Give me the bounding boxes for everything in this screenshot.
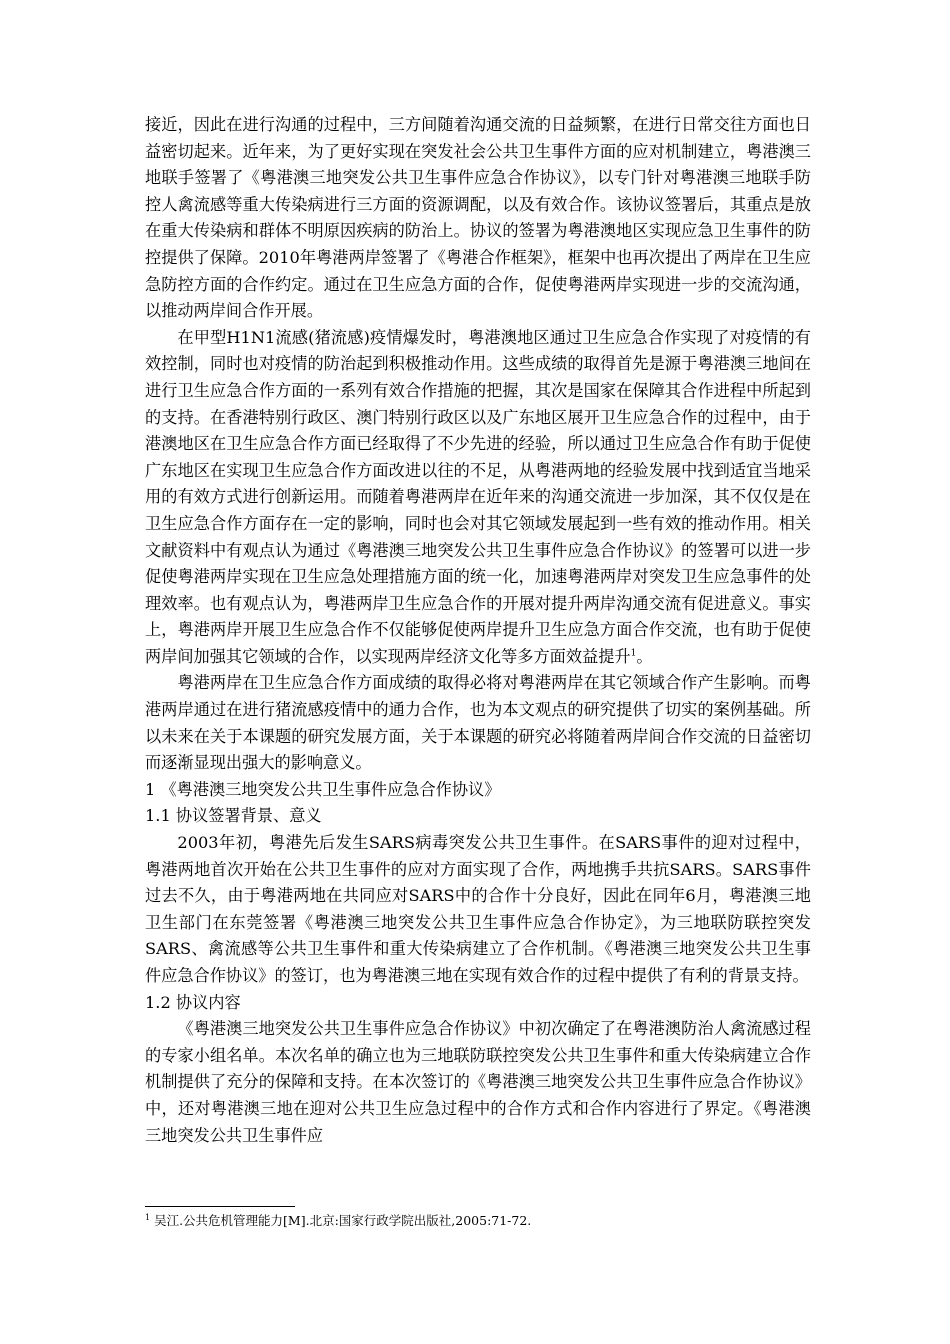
footnote-separator [145, 1206, 295, 1207]
section-heading-1: 1 《粤港澳三地突发公共卫生事件应急合作协议》 [145, 779, 501, 799]
paragraph-3: 粤港两岸在卫生应急合作方面成绩的取得必将对粤港两岸在其它领域合作产生影响。而粤港两岸通过在进行猪流感疫情中的通力合作，也为本文观点的研究提供了切实的案例基础。所以未来在关于本课题的研究发展方面，关于本课题的研究必将随着两岸间合作交流的日益密切而逐渐显现出强大的影响意义。 [145, 673, 811, 773]
paragraph-2 [145, 325, 811, 671]
footnote-reference: 1 [630, 648, 637, 659]
section-heading-1-2: 1.2 协议内容 [145, 992, 241, 1012]
paragraph-1: 接近，因此在进行沟通的过程中，三方间随着沟通交流的日益频繁，在进行日常交往方面也日益密切起来。近年来，为了更好实现在突发社会公共卫生事件方面的应对机制建立，粤港澳三地联手签署了《粤港澳三地突发公共卫生事件应急合作协议》，以专门针对粤港澳三地联手防控人禽流感等重大传染病进行三方面的资源调配，以及有效合作。该协议签署后，其重点是放在重大传染病和群体不明原因疾病的防治上。协议的签署为粤港澳地区实现应急卫生事件的防控提供了保障。2010年粤港两岸签署了《粤港合作框架》，框架中也再次提出了两岸在卫生应急防控方面的合作约定。通过在卫生应急方面的合作，促使粤港两岸实现进一步的交流沟通，以推动两岸间合作开展。 [145, 115, 811, 321]
paragraph-4: 2003年初，粤港先后发生SARS病毒突发公共卫生事件。在SARS事件的迎对过程中，粤港两地首次开始在公共卫生事件的应对方面实现了合作，两地携手共抗SARS。SARS事件过去不久，由于粤港两地在共同应对SARS中的合作十分良好，因此在同年6月，粤港澳三地卫生部门在东莞签署《粤港澳三地突发公共卫生事件应急合作协定》，为三地联防联控突发SARS、禽流感等公共卫生事件和重大传染病建立了合作机制。《粤港澳三地突发公共卫生事件应急合作协议》的签订，也为粤港澳三地在实现有效合作的过程中提供了有利的背景支持。 [145, 833, 811, 985]
paragraph-2-end: 。 [636, 646, 653, 666]
footnote [145, 1212, 811, 1230]
paragraph-2-text: 在甲型H1N1流感(猪流感)疫情爆发时，粤港澳地区通过卫生应急合作实现了对疫情的有效控制，同时也对疫情的防治起到积极推动作用。这些成绩的取得首先是源于粤港澳三地间在进行卫生应急合作方面的一系列有效合作措施的把握，其次是国家在保障其合作进程中所起到的支持。在香港特别行政区、澳门特别行政区以及广东地区展开卫生应急合作的过程中，由于港澳地区在卫生应急合作方面已经取得了不少先进的经验，所以通过卫生应急合作有助于促使广东地区在实现卫生应急合作方面改进以往的不足，从粤港两地的经验发展中找到适宜当地采用的有效方式进行创新运用。而随着粤港两岸在近年来的沟通交流进一步加深，其不仅仅是在卫生应急合作方面存在一定的影响，同时也会对其它领域发展起到一些有效的推动作用。相关文献资料中有观点认为通过《粤港澳三地突发公共卫生事件应急合作协议》的签署可以进一步促使粤港两岸实现在卫生应急处理措施方面的统一化，加速粤港两岸对突发卫生应急事件的处理效率。也有观点认为，粤港两岸卫生应急合作的开展对提升两岸沟通交流有促进意义。事实上，粤港两岸开展卫生应急合作不仅能够促使两岸提升卫生应急方面合作交流，也有助于促使两岸间加强其它领域的合作，以实现两岸经济文化等多方面效益提升 [145, 327, 811, 666]
footnote-number: 1 [145, 1212, 151, 1222]
section-heading-1-1: 1.1 协议签署背景、意义 [145, 806, 322, 826]
footnote-text: 吴江.公共危机管理能力[M].北京:国家行政学院出版社,2005:71-72. [150, 1213, 532, 1228]
body-text [145, 112, 811, 1149]
paragraph-5: 《粤港澳三地突发公共卫生事件应急合作协议》中初次确定了在粤港澳防治人禽流感过程的专家小组名单。本次名单的确立也为三地联防联控突发公共卫生事件和重大传染病建立合作机制提供了充分的保障和支持。在本次签订的《粤港澳三地突发公共卫生事件应急合作协议》中，还对粤港澳三地在迎对公共卫生应急过程中的合作方式和合作内容进行了界定。《粤港澳三地突发公共卫生事件应 [145, 1019, 811, 1145]
